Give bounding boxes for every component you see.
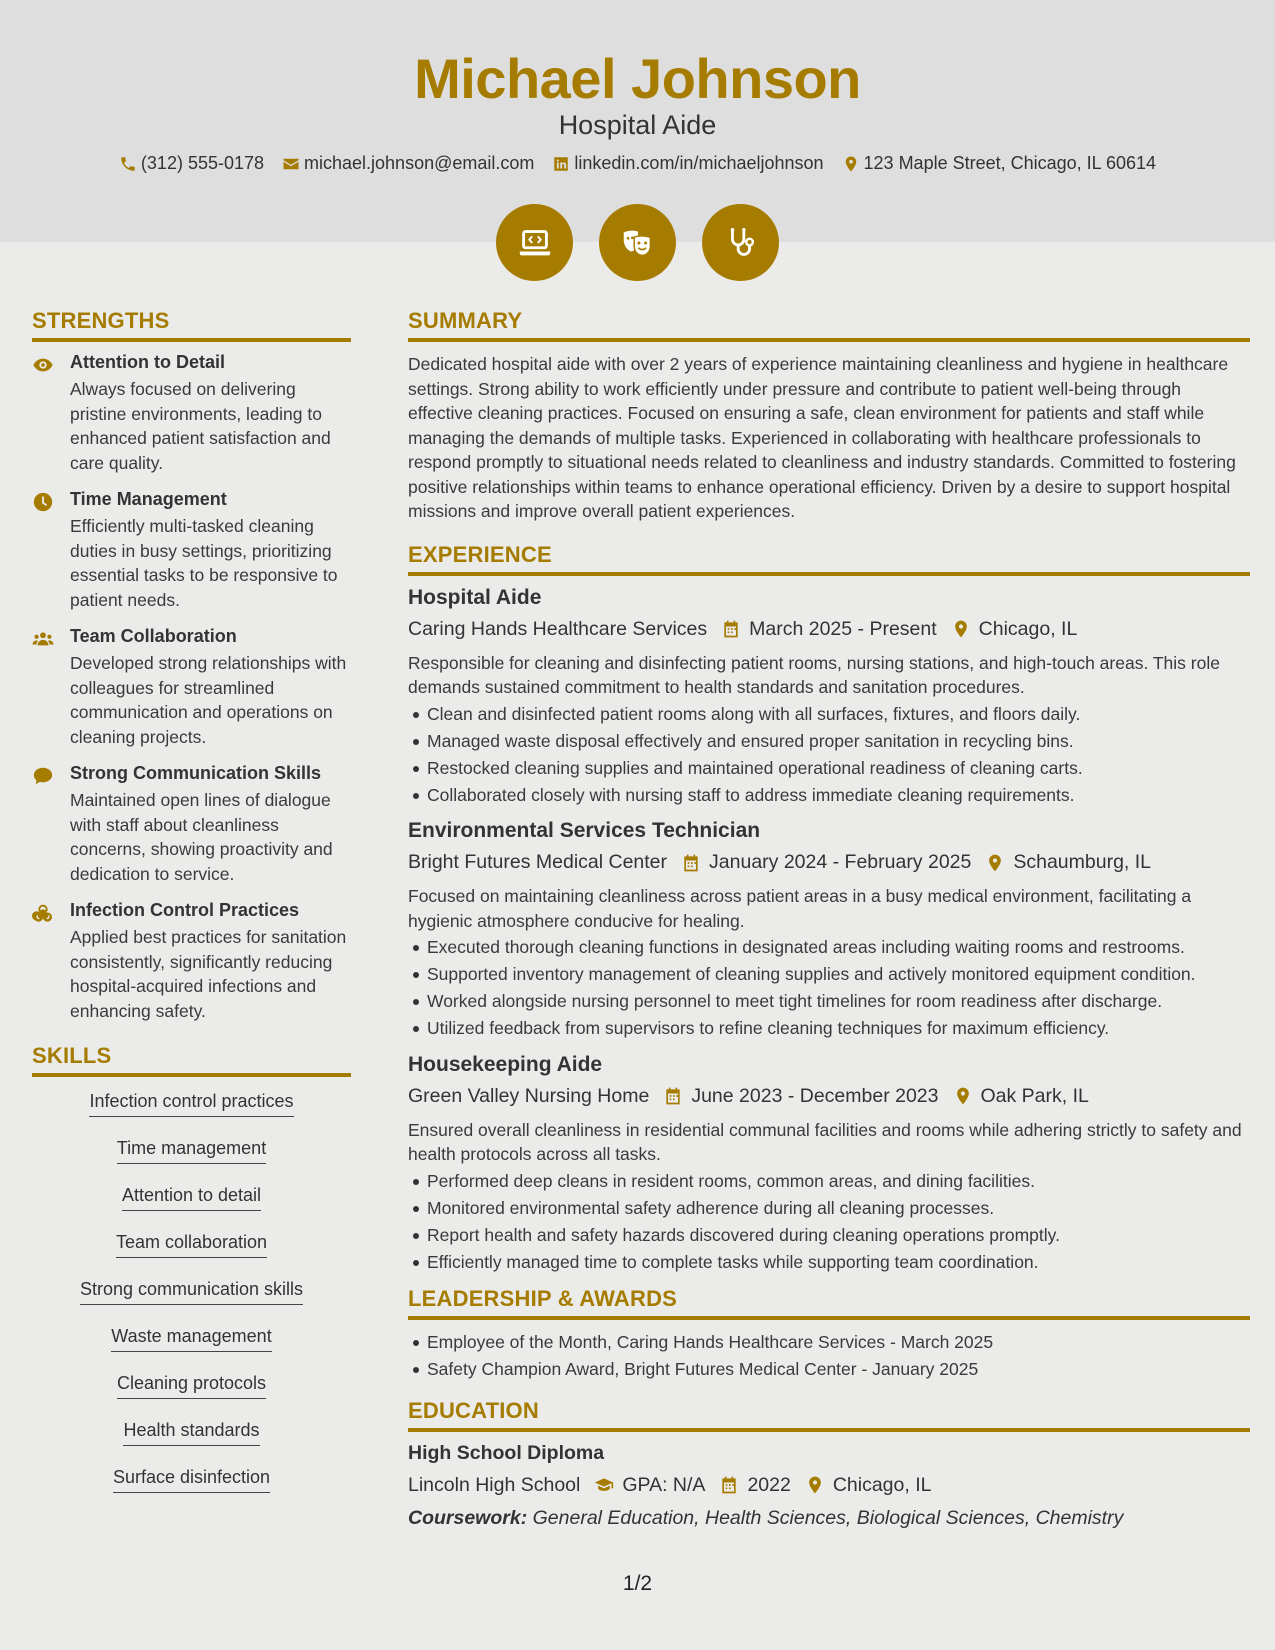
list-item: Executed thorough cleaning functions in designated areas including waiting rooms and restrooms. <box>408 935 1250 960</box>
strength-text: Applied best practices for sanitation consistently, significantly reducing hospital-acquired infections and enhancing safety. <box>70 927 347 1021</box>
biohazard-icon <box>32 902 54 924</box>
list-item: Monitored environmental safety adherence during all cleaning processes. <box>408 1196 1250 1221</box>
strength-text: Developed strong relationships with colleagues for streamlined communication and operations on cleaning projects. <box>70 653 347 747</box>
graduation-year: 2022 <box>747 1473 791 1496</box>
experience-heading: EXPERIENCE <box>408 542 1250 576</box>
map-pin-icon <box>985 853 1005 873</box>
calendar-icon <box>663 1086 683 1106</box>
list-item: Managed waste disposal effectively and ensured proper sanitation in recycling bins. <box>408 729 1250 754</box>
education-heading: EDUCATION <box>408 1398 1250 1432</box>
clock-icon <box>32 491 54 513</box>
skill-item: Team collaboration <box>116 1232 267 1258</box>
page-number: 1/2 <box>622 1572 653 1595</box>
job-description: Focused on maintaining cleanliness across patient areas in a busy medical environment, facilitating a hygienic atmosphere conducive for healing. <box>408 886 1192 931</box>
job-location: Chicago, IL <box>978 617 1078 640</box>
skills-heading: SKILLS <box>32 1043 351 1077</box>
job-bullets <box>408 702 1250 808</box>
degree: High School Diploma <box>408 1441 605 1464</box>
envelope-icon <box>282 155 300 173</box>
list-item: Performed deep cleans in resident rooms, common areas, and dining facilities. <box>408 1169 1250 1194</box>
laptop-code-badge <box>496 204 573 281</box>
job-entry <box>408 819 1250 1041</box>
job-title: Hospital Aide <box>558 110 717 140</box>
job-entry <box>408 1053 1250 1275</box>
job-role: Environmental Services Technician <box>408 819 761 842</box>
strength-item <box>32 900 351 1023</box>
awards-heading: LEADERSHIP & AWARDS <box>408 1286 1250 1320</box>
job-dates: June 2023 - December 2023 <box>691 1084 939 1107</box>
job-entry <box>408 586 1250 808</box>
stethoscope-badge <box>702 204 779 281</box>
skill-item: Attention to detail <box>122 1185 261 1211</box>
calendar-icon <box>681 853 701 873</box>
job-bullets <box>408 1169 1250 1275</box>
strength-title: Infection Control Practices <box>70 900 300 920</box>
list-item: Worked alongside nursing personnel to meet tight timelines for room readiness after discharge. <box>408 989 1250 1014</box>
users-icon <box>32 628 54 650</box>
school-location: Chicago, IL <box>832 1473 932 1496</box>
comment-icon <box>32 765 54 787</box>
right-column <box>408 308 1250 1530</box>
map-pin-icon <box>805 1475 825 1495</box>
education-meta <box>408 1474 1250 1497</box>
job-location: Schaumburg, IL <box>1013 851 1152 873</box>
coursework-text: General Education, Health Sciences, Biological Sciences, Chemistry <box>532 1506 1124 1529</box>
job-dates: March 2025 - Present <box>749 617 937 640</box>
list-item: Safety Champion Award, Bright Futures Medical Center - January 2025 <box>408 1357 1250 1382</box>
strength-item <box>32 626 351 749</box>
skill-item: Waste management <box>111 1326 271 1352</box>
stethoscope-icon <box>722 224 760 262</box>
graduation-cap-icon <box>594 1475 614 1495</box>
address-text: 123 Maple Street, Chicago, IL 60614 <box>863 153 1157 173</box>
eye-icon <box>32 354 54 376</box>
skill-item: Infection control practices <box>89 1091 293 1117</box>
laptop-code-icon <box>516 224 554 262</box>
phone-icon <box>119 155 137 173</box>
theater-masks-badge <box>599 204 676 281</box>
strength-title: Attention to Detail <box>70 352 225 372</box>
contact-email[interactable] <box>282 153 534 174</box>
skill-item: Cleaning protocols <box>117 1373 266 1399</box>
map-pin-icon <box>953 1086 973 1106</box>
skill-item: Health standards <box>123 1420 259 1446</box>
skill-item: Surface disinfection <box>113 1467 270 1493</box>
strength-text: Maintained open lines of dialogue with staff about cleanliness concerns, showing proactivity and dedication to service. <box>70 790 333 884</box>
summary-text: Dedicated hospital aide with over 2 years of experience maintaining cleanliness and hygiene in healthcare settings. Strong ability to work efficiently under pressure and contribute to patient well-being through effective cleaning practices. Focused on ensuring a safe, clean environment for patients and staff while managing the demands of multiple tasks. Experienced in collaborating with healthcare professionals to respond promptly to situational needs related to cleanliness and industry standards. Committed to fostering positive relationships within teams to enhance operational efficiency. Driven by a desire to support hospital missions and improve overall patient experiences. <box>408 354 1236 521</box>
coursework <box>408 1507 1250 1530</box>
strength-item <box>32 763 351 886</box>
summary-heading: SUMMARY <box>408 308 1250 342</box>
job-bullets <box>408 935 1250 1041</box>
list-item: Restocked cleaning supplies and maintained operational readiness of cleaning carts. <box>408 756 1250 781</box>
strength-text: Efficiently multi-tasked cleaning duties in busy settings, prioritizing essential tasks to be responsive to patient needs. <box>70 516 338 610</box>
left-column <box>32 308 351 1514</box>
linkedin-text: linkedin.com/in/michaeljohnson <box>574 153 824 173</box>
list-item: Report health and safety hazards discovered during cleaning operations promptly. <box>408 1223 1250 1248</box>
job-location: Oak Park, IL <box>980 1084 1089 1107</box>
job-meta <box>408 851 1250 874</box>
strength-item <box>32 489 351 612</box>
job-company: Green Valley Nursing Home <box>408 1084 650 1107</box>
map-pin-icon <box>951 619 971 639</box>
awards-list <box>408 1330 1250 1382</box>
job-role: Housekeeping Aide <box>408 1052 603 1076</box>
strength-item <box>32 352 351 475</box>
strength-title: Team Collaboration <box>70 626 237 646</box>
skill-item: Strong communication skills <box>80 1279 303 1305</box>
school: Lincoln High School <box>408 1473 581 1496</box>
list-item: Efficiently managed time to complete tasks while supporting team coordination. <box>408 1250 1250 1275</box>
contact-address <box>842 153 1157 174</box>
job-role: Hospital Aide <box>408 585 542 609</box>
list-item: Supported inventory management of cleaning supplies and actively monitored equipment condition. <box>408 962 1250 987</box>
job-company: Caring Hands Healthcare Services <box>408 617 708 640</box>
calendar-icon <box>721 619 741 639</box>
calendar-icon <box>719 1475 739 1495</box>
job-company: Bright Futures Medical Center <box>408 851 668 873</box>
job-description: Ensured overall cleanliness in residential communal facilities and rooms while adhering strictly to safety and health protocols across all tasks. <box>408 1119 1242 1164</box>
strength-text: Always focused on delivering pristine environments, leading to enhanced patient satisfaction and care quality. <box>70 379 331 473</box>
contact-linkedin[interactable] <box>552 153 823 174</box>
strengths-heading: STRENGTHS <box>32 308 351 342</box>
contact-phone[interactable] <box>119 153 264 174</box>
list-item: Utilized feedback from supervisors to refine cleaning techniques for maximum efficiency. <box>408 1016 1250 1041</box>
linkedin-icon <box>552 155 570 173</box>
job-meta <box>408 618 1250 641</box>
masks-theater-icon <box>619 224 657 262</box>
gpa: GPA: N/A <box>622 1473 706 1496</box>
strength-title: Time Management <box>70 489 227 509</box>
job-description: Responsible for cleaning and disinfecting patient rooms, nursing stations, and high-touch areas. This role demands sustained commitment to health standards and sanitation procedures. <box>408 652 1220 697</box>
skill-item: Time management <box>117 1138 266 1164</box>
phone-text: (312) 555-0178 <box>140 153 265 173</box>
map-pin-icon <box>842 155 860 173</box>
list-item: Clean and disinfected patient rooms along with all surfaces, fixtures, and floors daily. <box>408 702 1250 727</box>
contact-bar <box>0 153 1275 174</box>
skills-list <box>32 1091 351 1514</box>
candidate-name: Michael Johnson <box>414 47 861 110</box>
email-text: michael.johnson@email.com <box>304 153 535 173</box>
job-dates: January 2024 - February 2025 <box>709 851 972 873</box>
list-item: Collaborated closely with nursing staff to address immediate cleaning requirements. <box>408 783 1250 808</box>
strength-title: Strong Communication Skills <box>70 763 322 783</box>
coursework-label: Coursework: <box>408 1506 528 1529</box>
job-meta <box>408 1085 1250 1108</box>
badge-icons <box>0 204 1275 281</box>
list-item: Employee of the Month, Caring Hands Healthcare Services - March 2025 <box>408 1330 1250 1355</box>
